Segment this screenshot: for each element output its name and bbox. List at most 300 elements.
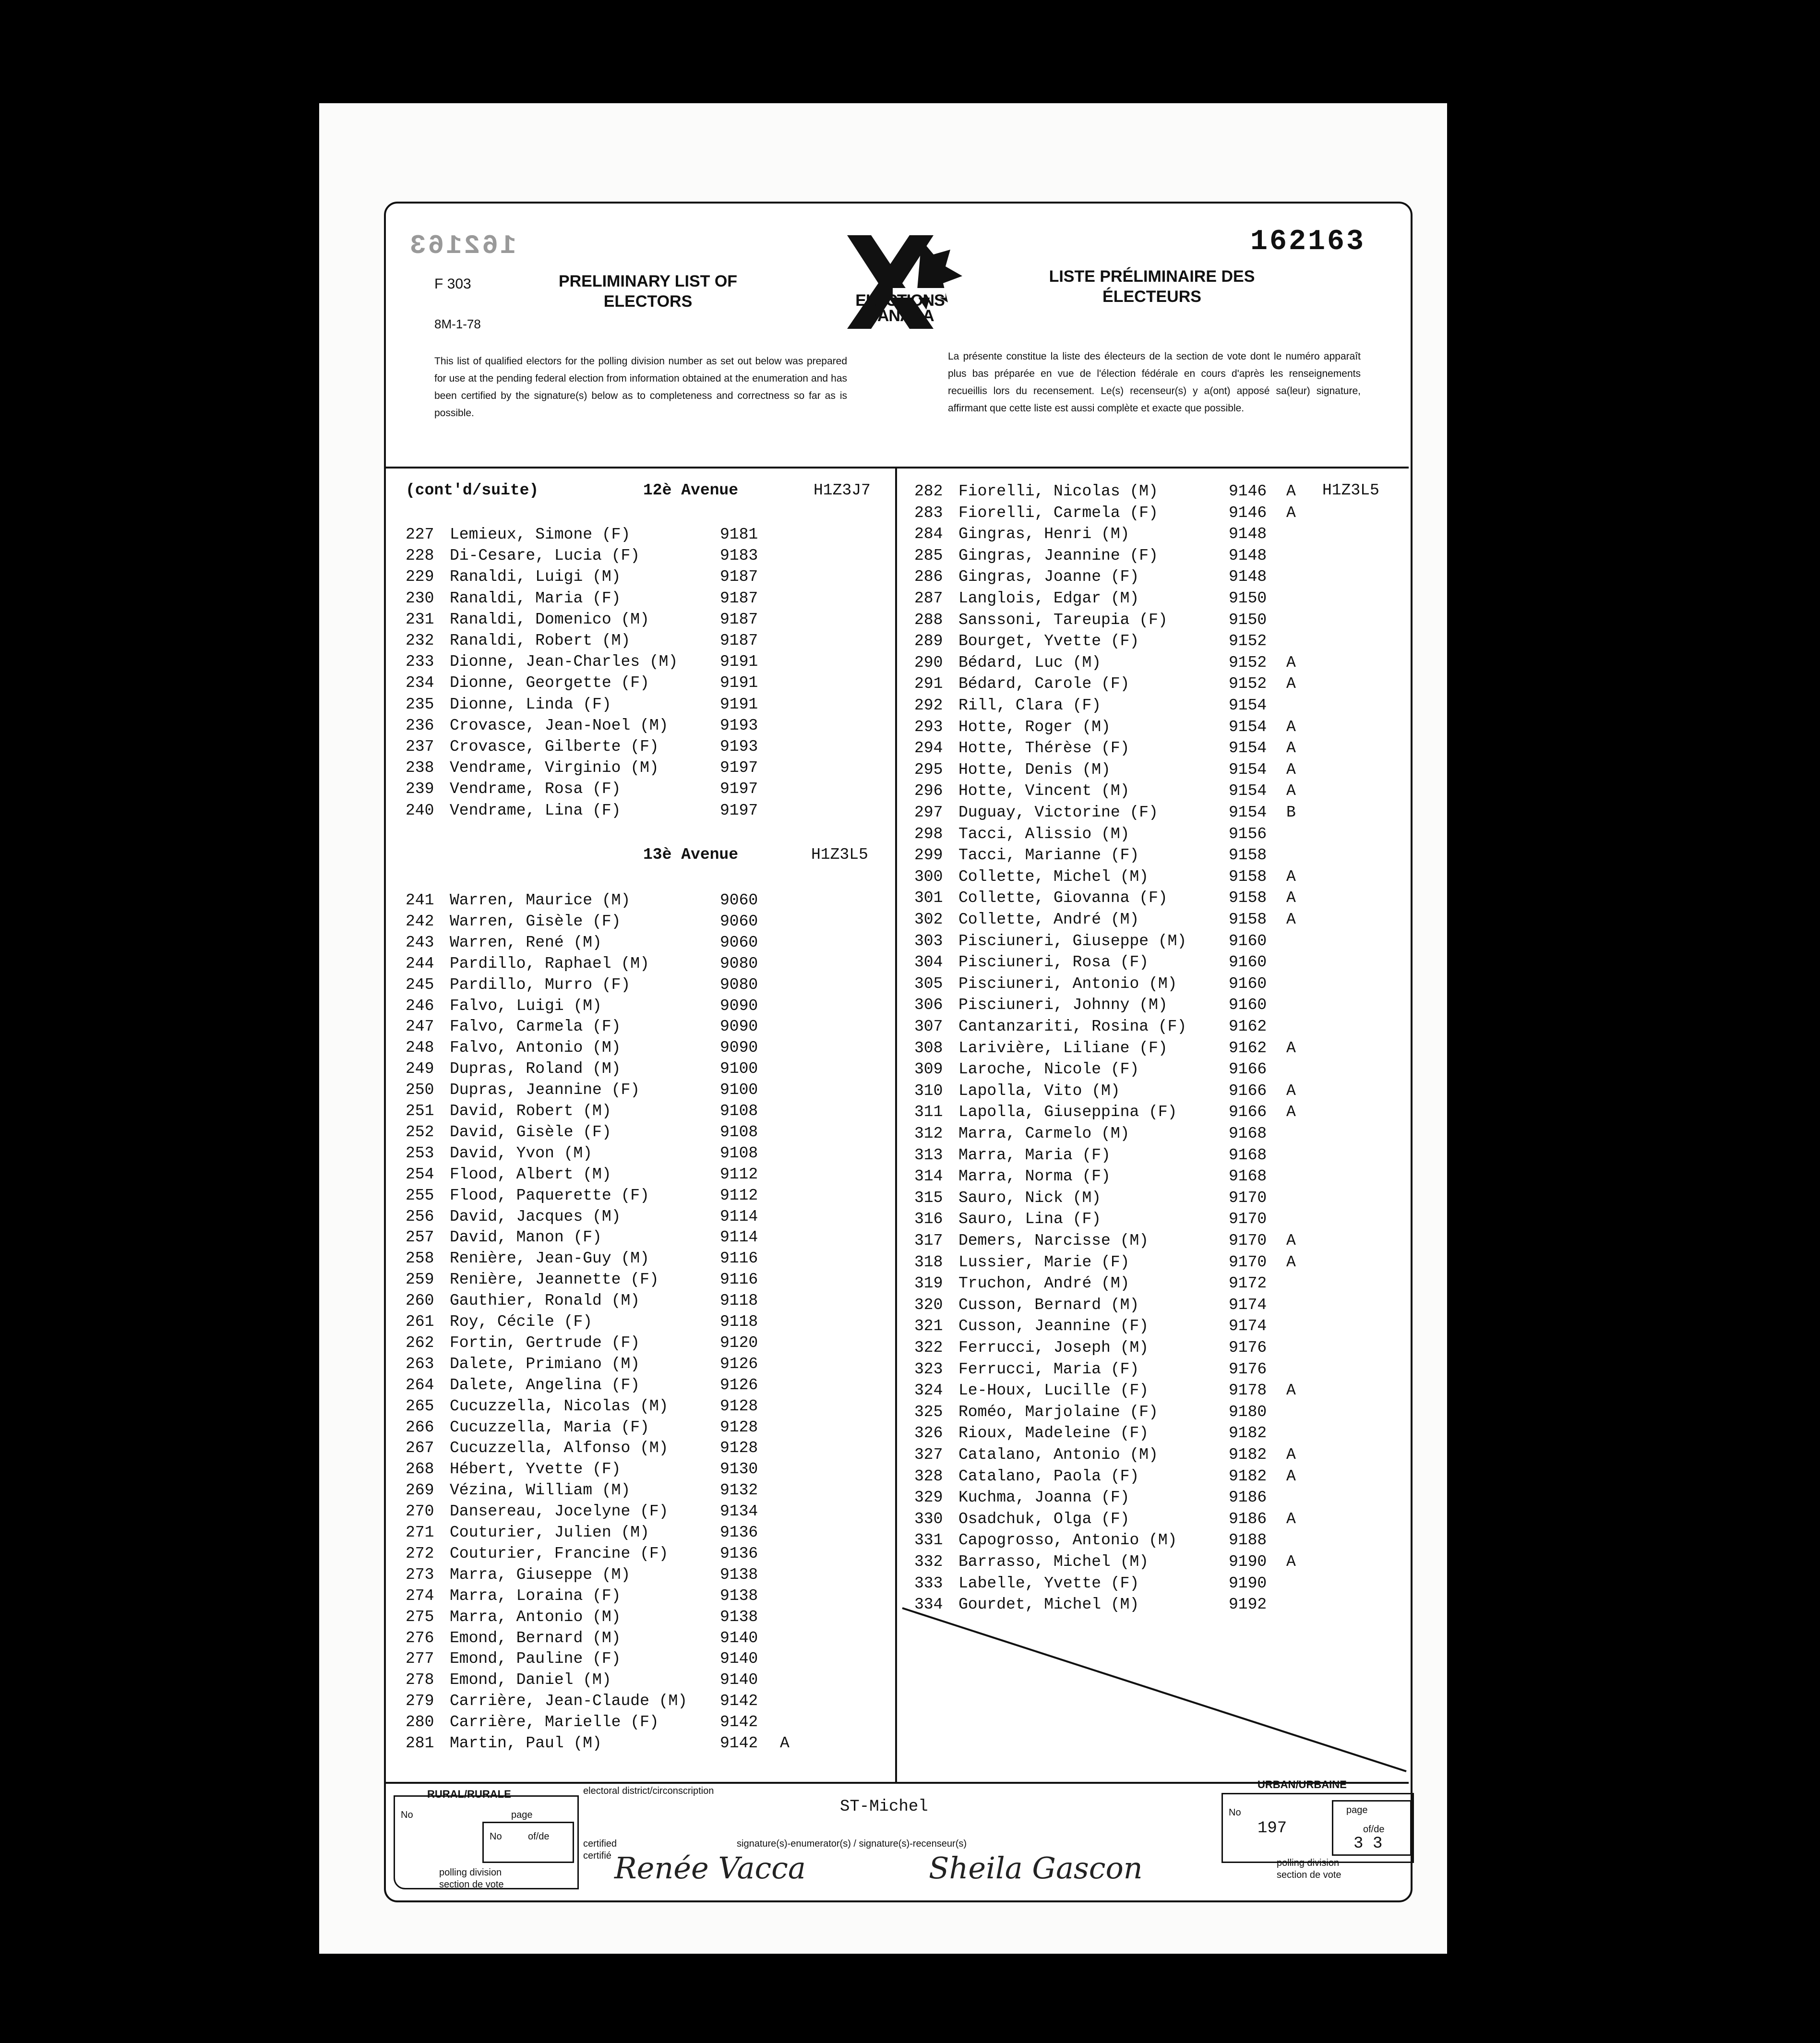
civic-number: 9170 <box>1229 1253 1267 1271</box>
civic-number: 9162 <box>1229 1039 1267 1057</box>
elector-number: 254 <box>406 1165 434 1183</box>
elector-number: 324 <box>914 1382 943 1400</box>
elector-mark: A <box>1286 1103 1296 1121</box>
civic-number: 9130 <box>720 1460 758 1478</box>
elector-name: Fiorelli, Nicolas (M) <box>958 482 1158 500</box>
elector-name: Kuchma, Joanna (F) <box>958 1489 1130 1507</box>
civic-number: 9116 <box>720 1250 758 1268</box>
elector-mark: A <box>1286 675 1296 693</box>
elector-number: 296 <box>914 782 943 800</box>
civic-number: 9128 <box>720 1397 758 1415</box>
elector-number: 247 <box>406 1018 434 1036</box>
elector-number: 283 <box>914 504 943 522</box>
elector-number: 299 <box>914 846 943 865</box>
void-strike-line <box>898 1603 1411 1776</box>
civic-number: 9186 <box>1229 1510 1267 1528</box>
elector-mark: A <box>1286 867 1296 886</box>
elector-number: 267 <box>406 1439 434 1457</box>
elector-name: Catalano, Antonio (M) <box>958 1446 1158 1464</box>
elector-name: Rioux, Madeleine (F) <box>958 1424 1149 1442</box>
elector-mark: A <box>1286 1039 1296 1057</box>
civic-number: 9174 <box>1229 1317 1267 1335</box>
elector-number: 298 <box>914 825 943 843</box>
civic-number: 9197 <box>720 759 758 777</box>
elector-number: 285 <box>914 546 943 565</box>
civic-number: 9162 <box>1229 1018 1267 1035</box>
elector-name: Barrasso, Michel (M) <box>958 1553 1149 1571</box>
urban-page-box <box>1332 1800 1412 1856</box>
street-name-13e-avenue: 13è Avenue <box>643 846 739 864</box>
elector-name: Fiorelli, Carmela (F) <box>958 504 1158 522</box>
logo-wordmark <box>838 293 962 324</box>
elector-name: David, Manon (F) <box>450 1228 602 1247</box>
elector-number: 329 <box>914 1489 943 1507</box>
elector-number: 312 <box>914 1125 943 1142</box>
rural-of-label: of/de <box>528 1831 550 1842</box>
elector-number: 242 <box>406 912 434 930</box>
elector-name: Pardillo, Murro (F) <box>450 975 631 994</box>
elector-number: 288 <box>914 611 943 629</box>
civic-number: 9191 <box>720 653 758 671</box>
elector-number: 253 <box>406 1144 434 1162</box>
elector-number: 259 <box>406 1271 434 1289</box>
elector-number: 245 <box>406 975 434 994</box>
postal-code-13e: H1Z3L5 <box>811 846 868 864</box>
elector-number: 232 <box>406 632 434 649</box>
logo-line-1: ELECTIONS <box>855 291 945 310</box>
elector-number: 262 <box>406 1334 434 1352</box>
elector-name: Collette, André (M) <box>958 911 1139 928</box>
rural-page-label: page <box>511 1810 533 1820</box>
civic-number: 9193 <box>720 716 758 734</box>
civic-number: 9182 <box>1229 1467 1267 1485</box>
title-fr-line-1: LISTE PRÉLIMINAIRE DES <box>1049 267 1255 286</box>
urban-polling-label-2: section de vote <box>1277 1870 1341 1880</box>
civic-number: 9148 <box>1229 546 1267 565</box>
civic-number: 9158 <box>1229 911 1267 928</box>
civic-number: 9160 <box>1229 953 1267 972</box>
elector-number: 311 <box>914 1103 943 1121</box>
elector-number: 307 <box>914 1018 943 1035</box>
elector-name: Collette, Michel (M) <box>958 867 1149 886</box>
elector-number: 231 <box>406 610 434 628</box>
civic-number: 9156 <box>1229 825 1267 843</box>
civic-number: 9187 <box>720 610 758 628</box>
elector-name: Pisciuneri, Giuseppe (M) <box>958 932 1187 950</box>
elector-number: 318 <box>914 1253 943 1271</box>
civic-number: 9146 <box>1229 504 1267 522</box>
civic-number: 9140 <box>720 1650 758 1668</box>
elector-name: Renière, Jean-Guy (M) <box>450 1250 649 1268</box>
elector-mark: A <box>1286 1553 1296 1571</box>
elector-mark: A <box>1286 1232 1296 1250</box>
elector-number: 241 <box>406 891 434 909</box>
elector-name: Langlois, Edgar (M) <box>958 589 1139 607</box>
elector-mark: A <box>1286 1510 1296 1528</box>
elector-name: Ferrucci, Joseph (M) <box>958 1339 1149 1357</box>
civic-number: 9112 <box>720 1186 758 1204</box>
elector-number: 317 <box>914 1232 943 1250</box>
elector-mark: A <box>1286 718 1296 736</box>
elector-number: 265 <box>406 1397 434 1415</box>
elector-number: 261 <box>406 1313 434 1331</box>
elector-name: Vendrame, Lina (F) <box>450 801 621 819</box>
elector-name: Flood, Albert (M) <box>450 1165 611 1183</box>
civic-number: 9148 <box>1229 568 1267 586</box>
title-english <box>538 271 758 312</box>
footer-divider <box>386 1782 1409 1784</box>
intro-text-french: La présente constitue la liste des électeurs de la section de vote dont le numéro apparaît plus bas préparée en vue de l'élection fédérale en cours d'après les renseignements recueillis lors du recensement. Le(s) recenseur(s) y a(ont) apposé sa(leur) signature, affirmant que cette liste est aussi complète et exacte que possible. <box>948 351 1361 414</box>
elector-name: Catalano, Paola (F) <box>958 1467 1139 1485</box>
elector-name: Di-Cesare, Lucia (F) <box>450 547 640 565</box>
elector-name: Cucuzzella, Maria (F) <box>450 1418 649 1436</box>
elector-number: 322 <box>914 1339 943 1357</box>
title-en-line-1: PRELIMINARY LIST OF <box>558 272 738 290</box>
elector-name: Carrière, Marielle (F) <box>450 1713 659 1731</box>
elector-number: 278 <box>406 1671 434 1689</box>
elector-name: David, Robert (M) <box>450 1102 611 1120</box>
elector-mark: A <box>1286 482 1296 500</box>
elector-number: 244 <box>406 954 434 973</box>
elector-name: Hotte, Roger (M) <box>958 718 1111 736</box>
civic-number: 9158 <box>1229 867 1267 886</box>
civic-number: 9182 <box>1229 1446 1267 1464</box>
elector-name: David, Jacques (M) <box>450 1207 621 1226</box>
elector-number: 237 <box>406 738 434 756</box>
elector-name: Ranaldi, Maria (F) <box>450 589 621 607</box>
civic-number: 9152 <box>1229 653 1267 672</box>
civic-number: 9160 <box>1229 996 1267 1014</box>
elector-number: 308 <box>914 1039 943 1057</box>
form-number: F 303 <box>434 276 471 292</box>
civic-number: 9154 <box>1229 739 1267 757</box>
elector-name: Crovasce, Jean-Noel (M) <box>450 716 669 734</box>
elector-name: Falvo, Luigi (M) <box>450 997 602 1015</box>
elector-name: Capogrosso, Antonio (M) <box>958 1531 1177 1550</box>
civic-number: 9170 <box>1229 1189 1267 1207</box>
elector-name: Hotte, Thérèse (F) <box>958 739 1130 757</box>
civic-number: 9166 <box>1229 1082 1267 1100</box>
elector-name: Dionne, Jean-Charles (M) <box>450 653 678 671</box>
civic-number: 9090 <box>720 1039 758 1057</box>
civic-number: 9160 <box>1229 932 1267 950</box>
elector-name: Lapolla, Giuseppina (F) <box>958 1103 1177 1121</box>
elector-mark: A <box>1286 782 1296 800</box>
elector-name: Laroche, Nicole (F) <box>958 1060 1139 1079</box>
elector-name: Couturier, Francine (F) <box>450 1544 669 1562</box>
elector-name: Dupras, Roland (M) <box>450 1060 621 1078</box>
elector-number: 260 <box>406 1292 434 1310</box>
district-value: ST-Michel <box>840 1798 928 1816</box>
civic-number: 9176 <box>1229 1360 1267 1378</box>
elector-name: Sauro, Nick (M) <box>958 1189 1102 1207</box>
elector-number: 303 <box>914 932 943 950</box>
elector-number: 331 <box>914 1531 943 1550</box>
elector-name: Bourget, Yvette (F) <box>958 632 1139 650</box>
elector-number: 316 <box>914 1210 943 1228</box>
elector-number: 291 <box>914 675 943 693</box>
elector-number: 269 <box>406 1481 434 1500</box>
civic-number: 9146 <box>1229 482 1267 500</box>
civic-number: 9090 <box>720 997 758 1015</box>
postal-code-right: H1Z3L5 <box>1322 481 1379 499</box>
elector-name: Bédard, Carole (F) <box>958 675 1130 693</box>
elector-name: Pisciuneri, Johnny (M) <box>958 996 1168 1014</box>
certifie-label: certifié <box>583 1851 611 1861</box>
civic-number: 9174 <box>1229 1296 1267 1314</box>
elector-number: 255 <box>406 1186 434 1204</box>
elector-name: Marra, Maria (F) <box>958 1146 1111 1164</box>
elector-name: Warren, René (M) <box>450 933 602 951</box>
elector-name: Emond, Daniel (M) <box>450 1671 611 1689</box>
signature-enumerator-1: Renée Vacca <box>614 1851 806 1886</box>
urban-no-label: No <box>1229 1807 1241 1818</box>
elector-name: Marra, Loraina (F) <box>450 1586 621 1605</box>
civic-number: 9190 <box>1229 1574 1267 1592</box>
elector-number: 286 <box>914 568 943 586</box>
elector-name: Vézina, William (M) <box>450 1481 631 1500</box>
urban-polling-number: 197 <box>1257 1819 1287 1838</box>
elector-name: Labelle, Yvette (F) <box>958 1574 1139 1592</box>
civic-number: 9187 <box>720 589 758 607</box>
signature-enumerator-2: Sheila Gascon <box>929 1851 1143 1886</box>
civic-number: 9187 <box>720 568 758 586</box>
civic-number: 9148 <box>1229 525 1267 543</box>
civic-number: 9060 <box>720 912 758 930</box>
civic-number: 9100 <box>720 1060 758 1078</box>
elector-name: Ranaldi, Robert (M) <box>450 632 631 649</box>
civic-number: 9172 <box>1229 1274 1267 1293</box>
rural-label: RURAL/RURALE <box>427 1788 511 1800</box>
elector-number: 314 <box>914 1167 943 1186</box>
title-en-line-2: ELECTORS <box>603 292 693 311</box>
civic-number: 9150 <box>1229 589 1267 607</box>
civic-number: 9060 <box>720 933 758 951</box>
elector-number: 310 <box>914 1082 943 1100</box>
elector-number: 294 <box>914 739 943 757</box>
elector-mark: A <box>1286 1382 1296 1400</box>
elector-number: 252 <box>406 1123 434 1141</box>
elector-mark: A <box>1286 1082 1296 1100</box>
elector-name: Ferrucci, Maria (F) <box>958 1360 1139 1378</box>
intro-text-english: This list of qualified electors for the polling division number as set out below was prepared for use at the pending federal election from information obtained at the enumeration and has been certified by the signature(s) below as to completeness and correctness so far as is possible. <box>434 356 847 419</box>
elector-number: 327 <box>914 1446 943 1464</box>
elector-name: Larivière, Liliane (F) <box>958 1039 1168 1057</box>
elector-number: 250 <box>406 1081 434 1099</box>
elector-name: Demers, Narcisse (M) <box>958 1232 1149 1250</box>
elector-number: 292 <box>914 697 943 714</box>
elector-name: Crovasce, Gilberte (F) <box>450 738 659 756</box>
elector-mark: A <box>1286 760 1296 779</box>
civic-number: 9136 <box>720 1524 758 1541</box>
civic-number: 9168 <box>1229 1125 1267 1142</box>
civic-number: 9112 <box>720 1165 758 1183</box>
elector-name: Osadchuk, Olga (F) <box>958 1510 1130 1528</box>
elector-number: 256 <box>406 1207 434 1226</box>
elector-mark: A <box>1286 653 1296 672</box>
civic-number: 9186 <box>1229 1489 1267 1507</box>
column-divider <box>895 469 897 1782</box>
elector-name: Cucuzzella, Nicolas (M) <box>450 1397 669 1415</box>
elector-number: 305 <box>914 974 943 993</box>
civic-number: 9158 <box>1229 889 1267 907</box>
civic-number: 9136 <box>720 1544 758 1562</box>
elector-name: Martin, Paul (M) <box>450 1734 602 1752</box>
elector-number: 270 <box>406 1502 434 1521</box>
elector-number: 330 <box>914 1510 943 1528</box>
elector-name: Marra, Giuseppe (M) <box>450 1565 631 1584</box>
elector-name: Gingras, Jeannine (F) <box>958 546 1158 565</box>
elector-number: 280 <box>406 1713 434 1731</box>
elector-name: Vendrame, Virginio (M) <box>450 759 659 777</box>
civic-number: 9132 <box>720 1481 758 1500</box>
elector-name: Hotte, Denis (M) <box>958 760 1111 779</box>
civic-number: 9178 <box>1229 1382 1267 1400</box>
elector-name: Lapolla, Vito (M) <box>958 1082 1120 1100</box>
elector-name: Bédard, Luc (M) <box>958 653 1102 672</box>
elector-name: Marra, Carmelo (M) <box>958 1125 1130 1142</box>
civic-number: 9100 <box>720 1081 758 1099</box>
elector-name: Dionne, Linda (F) <box>450 695 611 713</box>
elector-name: Ranaldi, Luigi (M) <box>450 568 621 586</box>
elector-number: 287 <box>914 589 943 607</box>
elector-number: 328 <box>914 1467 943 1485</box>
contd-label: (cont'd/suite) <box>406 481 539 499</box>
elector-name: Warren, Gisèle (F) <box>450 912 621 930</box>
elector-number: 271 <box>406 1524 434 1541</box>
elector-number: 281 <box>406 1734 434 1752</box>
civic-number: 9140 <box>720 1629 758 1647</box>
elector-name: Roméo, Marjolaine (F) <box>958 1403 1158 1421</box>
elector-number: 334 <box>914 1596 943 1614</box>
elector-number: 263 <box>406 1355 434 1373</box>
elector-number: 306 <box>914 996 943 1014</box>
civic-number: 9116 <box>720 1271 758 1289</box>
elector-number: 284 <box>914 525 943 543</box>
civic-number: 9154 <box>1229 760 1267 779</box>
district-label: electoral district/circonscription <box>583 1786 714 1796</box>
civic-number: 9193 <box>720 738 758 756</box>
elector-number: 228 <box>406 547 434 565</box>
civic-number: 9154 <box>1229 804 1267 821</box>
civic-number: 9108 <box>720 1123 758 1141</box>
elector-number: 230 <box>406 589 434 607</box>
rural-page-box <box>482 1822 574 1863</box>
elector-name: Collette, Giovanna (F) <box>958 889 1168 907</box>
elector-number: 300 <box>914 867 943 886</box>
rural-no-label: No <box>401 1810 413 1820</box>
civic-number: 9118 <box>720 1292 758 1310</box>
elector-name: Lemieux, Simone (F) <box>450 526 631 543</box>
elector-name: Emond, Pauline (F) <box>450 1650 621 1668</box>
elector-name: Hotte, Vincent (M) <box>958 782 1130 800</box>
civic-number: 9181 <box>720 526 758 543</box>
elector-number: 251 <box>406 1102 434 1120</box>
certified-label: certified <box>583 1839 617 1849</box>
civic-number: 9128 <box>720 1439 758 1457</box>
form-date: 8M-1-78 <box>434 317 481 331</box>
urban-polling-label-1: polling division <box>1277 1858 1340 1868</box>
elector-number: 268 <box>406 1460 434 1478</box>
civic-number: 9138 <box>720 1565 758 1584</box>
elector-name: Dupras, Jeannine (F) <box>450 1081 640 1099</box>
civic-number: 9138 <box>720 1586 758 1605</box>
elector-number: 319 <box>914 1274 943 1293</box>
civic-number: 9118 <box>720 1313 758 1331</box>
elector-name: Renière, Jeannette (F) <box>450 1271 659 1289</box>
elector-name: Gauthier, Ronald (M) <box>450 1292 640 1310</box>
elector-name: Vendrame, Rosa (F) <box>450 780 621 798</box>
elector-name: Gingras, Henri (M) <box>958 525 1130 543</box>
urban-page-label: page <box>1346 1805 1368 1815</box>
urban-page-total: 3 <box>1373 1835 1383 1853</box>
elector-name: Cantanzariti, Rosina (F) <box>958 1018 1187 1035</box>
elector-number: 227 <box>406 526 434 543</box>
elector-name: Dalete, Primiano (M) <box>450 1355 640 1373</box>
elector-name: David, Gisèle (F) <box>450 1123 611 1141</box>
elector-mark: A <box>1286 1446 1296 1464</box>
elector-number: 326 <box>914 1424 943 1442</box>
elector-number: 275 <box>406 1608 434 1626</box>
civic-number: 9166 <box>1229 1103 1267 1121</box>
elector-number: 246 <box>406 997 434 1015</box>
elector-number: 325 <box>914 1403 943 1421</box>
elector-number: 301 <box>914 889 943 907</box>
elector-number: 279 <box>406 1692 434 1710</box>
civic-number: 9126 <box>720 1376 758 1394</box>
elector-number: 273 <box>406 1565 434 1584</box>
elector-number: 295 <box>914 760 943 779</box>
elector-mark: A <box>780 1734 790 1752</box>
elector-mark: A <box>1286 504 1296 522</box>
elector-mark: A <box>1286 1467 1296 1485</box>
logo-line-2: CANADA <box>866 307 934 325</box>
civic-number: 9128 <box>720 1418 758 1436</box>
civic-number: 9126 <box>720 1355 758 1373</box>
civic-number: 9170 <box>1229 1210 1267 1228</box>
elector-number: 272 <box>406 1544 434 1562</box>
civic-number: 9108 <box>720 1144 758 1162</box>
civic-number: 9176 <box>1229 1339 1267 1357</box>
title-french <box>1018 266 1286 307</box>
urban-page-number: 3 <box>1353 1835 1364 1853</box>
elector-name: Cusson, Jeannine (F) <box>958 1317 1149 1335</box>
header-divider <box>386 467 1409 469</box>
title-fr-line-2: ÉLECTEURS <box>1102 288 1201 306</box>
civic-number: 9152 <box>1229 675 1267 693</box>
elector-number: 290 <box>914 653 943 672</box>
elector-number: 240 <box>406 801 434 819</box>
civic-number: 9191 <box>720 674 758 692</box>
elector-name: Truchon, André (M) <box>958 1274 1130 1293</box>
elector-number: 257 <box>406 1228 434 1247</box>
civic-number: 9190 <box>1229 1553 1267 1571</box>
elector-number: 293 <box>914 718 943 736</box>
elector-number: 277 <box>406 1650 434 1668</box>
elector-mark: A <box>1286 1253 1296 1271</box>
elector-number: 264 <box>406 1376 434 1394</box>
elector-name: Gourdet, Michel (M) <box>958 1596 1139 1614</box>
elector-mark: B <box>1286 804 1296 821</box>
civic-number: 9168 <box>1229 1146 1267 1164</box>
elector-name: Falvo, Carmela (F) <box>450 1018 621 1036</box>
elector-name: Tacci, Marianne (F) <box>958 846 1139 865</box>
elector-number: 229 <box>406 568 434 586</box>
elector-number: 234 <box>406 674 434 692</box>
elector-name: Pisciuneri, Rosa (F) <box>958 953 1149 972</box>
elector-number: 321 <box>914 1317 943 1335</box>
civic-number: 9120 <box>720 1334 758 1352</box>
